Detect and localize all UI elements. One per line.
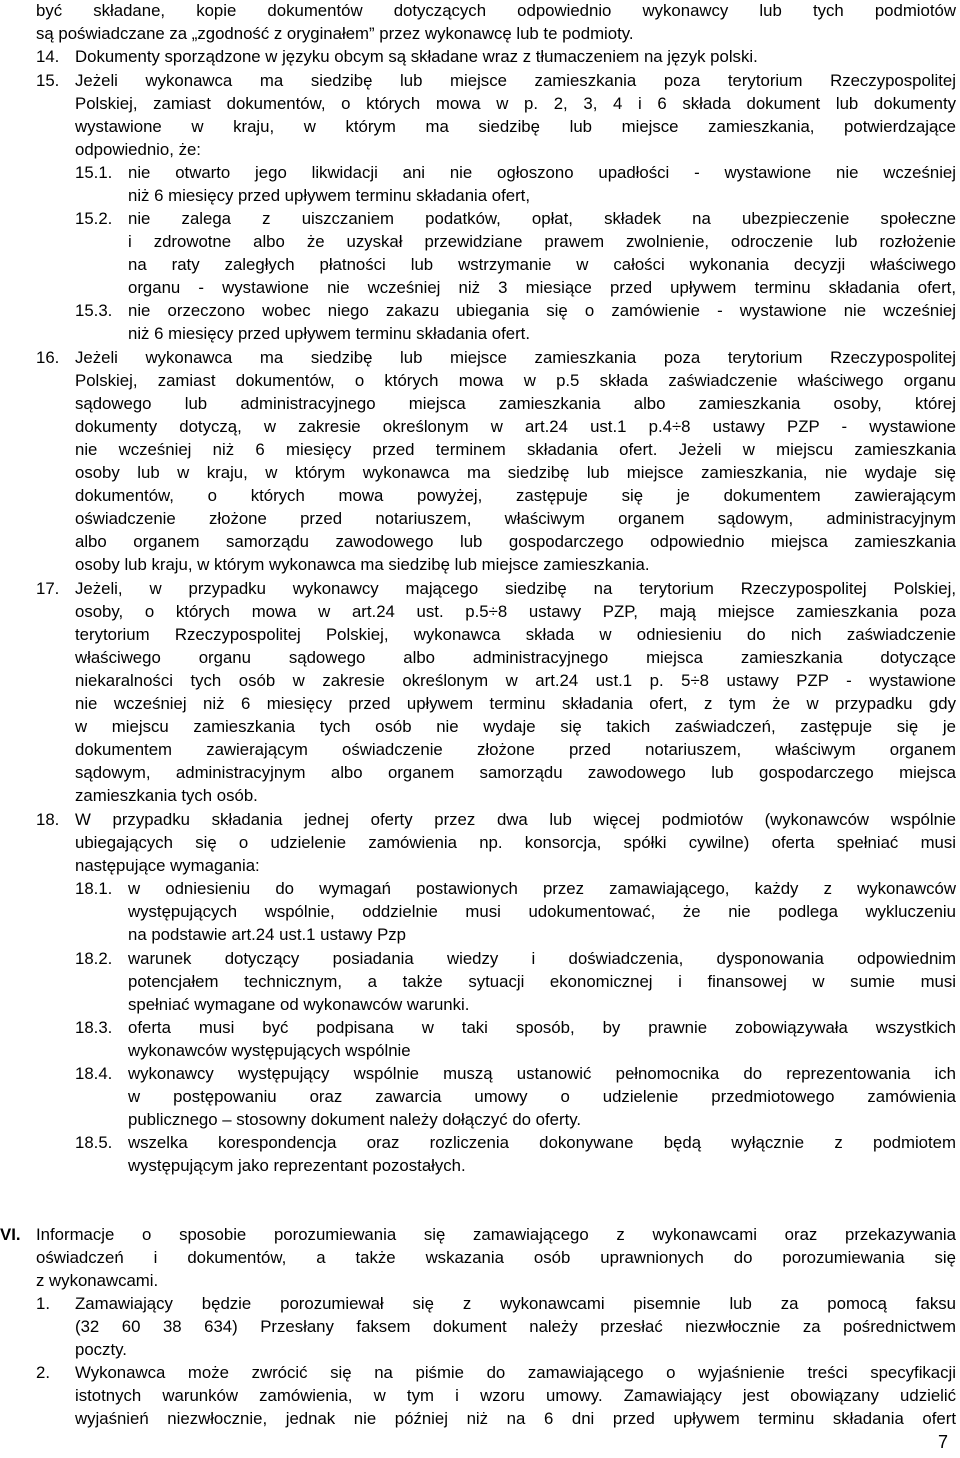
text-line: zamieszkania tych osób. — [75, 786, 258, 805]
text-line: osoby lub w kraju, w którym wykonawca ma siedzibę lub miejsce zamieszkania, nie wydaje się — [75, 463, 956, 482]
item-number: 18. — [36, 810, 60, 829]
text-line: Polskiej, zamiast dokumentów, o których mowa w p. 2, 3, 4 i 6 składa dokument lub dokumenty — [75, 94, 956, 113]
item-number: 18.3. — [75, 1018, 113, 1037]
text-line: w odniesieniu do wymagań postawionych przez zamawiającego, każdy z wykonawców — [128, 879, 956, 898]
item-number: 15. — [36, 71, 60, 90]
text-line: nie wcześniej niż 6 miesięcy przed terminem składania ofert. Jeżeli w miejscu zamieszkania — [75, 440, 956, 459]
text-line: istotnych warunków zamówienia, w tym i wzoru umowy. Zamawiający jest obowiązany udzielić — [75, 1386, 956, 1405]
item-number: 17. — [36, 579, 60, 598]
item-number: 16. — [36, 348, 60, 367]
text-line: Jeżeli, w przypadku wykonawcy mającego siedzibę na terytorium Rzeczypospolitej Polskiej, — [75, 579, 956, 598]
text-line: oferta musi być podpisana w taki sposób, by prawnie zobowiązywała wszystkich — [128, 1018, 956, 1037]
item-number: 18.1. — [75, 879, 113, 898]
text-line: nie zalega z uiszczaniem podatków, opłat, składek na ubezpieczenie społeczne — [128, 209, 956, 228]
section-heading: Informacje o sposobie porozumiewania się zamawiającego z wykonawcami oraz przekazywania — [36, 1225, 956, 1244]
text-line: osoby, o których mowa w art.24 ust. p.5÷8 ustawy PZP, mają miejsce zamieszkania poza — [75, 602, 956, 621]
text-line: oświadczenie złożone przed notariuszem, właściwym organem sądowym, administracyjnym — [75, 509, 956, 528]
text-line: Polskiej, zamiast dokumentów, o których mowa w p.5 składa zaświadczenie właściwego organu — [75, 371, 956, 390]
item-number: 15.2. — [75, 209, 113, 228]
text-line: na raty zaległych płatności lub wstrzymanie w całości wykonania decyzji właściwego — [128, 255, 956, 274]
text-line: warunek dotyczący posiadania wiedzy i doświadczenia, dysponowania odpowiednim — [128, 949, 956, 968]
text-line: W przypadku składania jednej oferty przez dwa lub więcej podmiotów (wykonawców wspólnie — [75, 810, 956, 829]
text-line: publicznego – stosowny dokument należy dołączyć do oferty. — [128, 1110, 582, 1129]
text-line: w miejscu zamieszkania tych osób nie wydaje się takich zaświadczeń, zastępuje się je — [75, 717, 956, 736]
text-line: są poświadczane za „zgodność z oryginałem” przez wykonawcę lub te podmioty. — [36, 24, 634, 43]
text-line: poczty. — [75, 1340, 127, 1359]
text-line: wystawione w kraju, w którym ma siedzibę lub miejsce zamieszkania, potwierdzające — [75, 117, 956, 136]
item-number: 1. — [36, 1294, 50, 1313]
text-line: niekaralności tych osób w zakresie określonym w art.24 ust.1 p. 5÷8 ustawy PZP - wystawione — [75, 671, 956, 690]
text-line: Jeżeli wykonawca ma siedzibę lub miejsce zamieszkania poza terytorium Rzeczypospolitej — [75, 71, 956, 90]
item-number: 15.1. — [75, 163, 113, 182]
text-line: być składane, kopie dokumentów dotyczących odpowiednio wykonawcy lub tych podmiotów — [36, 1, 956, 20]
section-heading: oświadczeń i dokumentów, a także wskazania osób uprawnionych do porozumiewania się — [36, 1248, 956, 1267]
text-line: dokumenty dotyczą, w zakresie określonym w art.24 ust.1 p.4÷8 ustawy PZP - wystawione — [75, 417, 956, 436]
text-line: właściwego organu sądowego albo administracyjnego miejsca zamieszkania dotyczące — [75, 648, 956, 667]
page-number: 7 — [938, 1432, 949, 1452]
item-number: 15.3. — [75, 301, 113, 320]
text-line: nie otwarto jego likwidacji ani nie ogłoszono upadłości - wystawione nie wcześniej — [128, 163, 956, 182]
text-line: odpowiednio, że: — [75, 140, 201, 159]
text-line: występującym jako reprezentant pozostałych. — [128, 1156, 466, 1175]
section-number: VI. — [0, 1225, 21, 1244]
text-line: niż 6 miesięcy przed upływem terminu składania ofert, — [128, 186, 530, 205]
text-line: Wykonawca może zwrócić się na piśmie do zamawiającego o wyjaśnienie treści specyfikacji — [75, 1363, 956, 1382]
text-line: wykonawcy występujący wspólnie muszą ustanowić pełnomocnika do reprezentowania ich — [128, 1064, 956, 1083]
text-line: Zamawiający będzie porozumiewał się z wykonawcami pisemnie lub za pomocą faksu — [75, 1294, 956, 1313]
text-line: niż 6 miesięcy przed upływem terminu składania ofert. — [128, 324, 530, 343]
text-line: potencjałem technicznym, a także sytuacji ekonomicznej i finansowej w sumie musi — [128, 972, 956, 991]
text-line: Dokumenty sporządzone w języku obcym są składane wraz z tłumaczeniem na język polski. — [75, 47, 758, 66]
text-line: wszelka korespondencja oraz rozliczenia dokonywane będą wyłącznie z podmiotem — [128, 1133, 956, 1152]
text-line: sądowym, administracyjnym albo organem samorządu zawodowego lub gospodarczego miejsca — [75, 763, 956, 782]
text-line: i zdrowotne albo że uzyskał przewidziane prawem zwolnienie, odroczenie lub rozłożenie — [128, 232, 956, 251]
text-line: nie wcześniej niż 6 miesięcy przed upływem terminu składania ofert, z tym że w przypadku gdy — [75, 694, 956, 713]
text-line: wykonawców występujących wspólnie — [128, 1041, 411, 1060]
text-line: następujące wymagania: — [75, 856, 260, 875]
text-line: osoby lub kraju, w którym wykonawca ma siedzibę lub miejsce zamieszkania. — [75, 555, 650, 574]
text-line: w postępowaniu oraz zawarcia umowy o udzielenie przedmiotowego zamówienia — [128, 1087, 956, 1106]
text-line: (32 60 38 634) Przesłany faksem dokument należy przesłać niezwłocznie za pośrednictwem — [75, 1317, 956, 1336]
text-line: nie orzeczono wobec niego zakazu ubiegania się o zamówienie - wystawione nie wcześniej — [128, 301, 956, 320]
item-number: 18.5. — [75, 1133, 113, 1152]
text-line: spełniać wymagane od wykonawców warunki. — [128, 995, 470, 1014]
text-line: Jeżeli wykonawca ma siedzibę lub miejsce zamieszkania poza terytorium Rzeczypospolitej — [75, 348, 956, 367]
text-line: dokumentów, o których mowa powyżej, zastępuje się je dokumentem zawierającym — [75, 486, 956, 505]
text-line: wyjaśnień niezwłocznie, jednak nie później niż na 6 dni przed upływem terminu składania ofert — [75, 1409, 956, 1428]
item-number: 14. — [36, 47, 60, 66]
item-number: 18.2. — [75, 949, 113, 968]
text-line: na podstawie art.24 ust.1 ustawy Pzp — [128, 925, 406, 944]
text-line: terytorium Rzeczypospolitej Polskiej, wykonawca składa w odniesieniu do nich zaświadczenie — [75, 625, 956, 644]
text-line: dokumentem zawierającym oświadczenie złożone przed notariuszem, właściwym organem — [75, 740, 956, 759]
section-heading: z wykonawcami. — [36, 1271, 159, 1290]
text-line: ubiegających się o udzielenie zamówienia np. konsorcja, spółki cywilne) oferta spełniać musi — [75, 833, 956, 852]
text-line: albo organem samorządu zawodowego lub gospodarczego odpowiednio miejsca zamieszkania — [75, 532, 956, 551]
text-line: występujących wspólnie, oddzielnie musi udokumentować, że nie podlega wykluczeniu — [128, 902, 956, 921]
item-number: 2. — [36, 1363, 50, 1382]
item-number: 18.4. — [75, 1064, 113, 1083]
text-line: sądowego lub administracyjnego miejsca zamieszkania albo zamieszkania osoby, której — [75, 394, 956, 413]
text-line: organu - wystawione nie wcześniej niż 3 miesiące przed upływem terminu składania ofert, — [128, 278, 956, 297]
